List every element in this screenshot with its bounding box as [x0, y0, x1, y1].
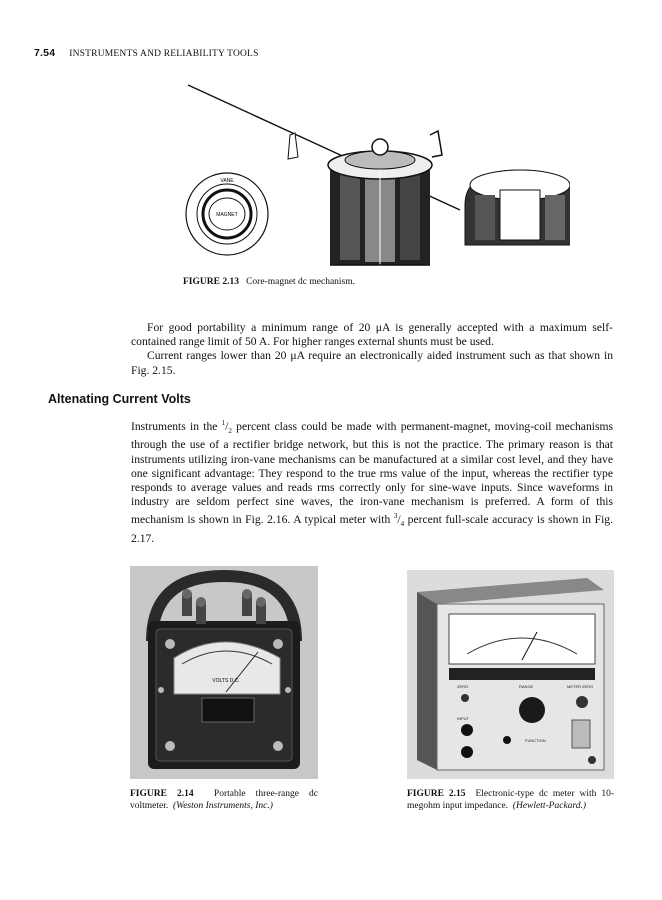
meter-window	[449, 614, 595, 664]
figure-2-14-caption-text: Portable three-range dc voltmeter.	[130, 789, 318, 811]
para3-text-3: percent full-scale accuracy is shown in Fig. 2.17.	[131, 513, 613, 545]
fraction-1-numerator: 1	[221, 419, 226, 427]
nameplate-window	[202, 698, 254, 722]
zero-knob	[461, 694, 469, 702]
function-switch	[572, 720, 590, 748]
page-number: 7.54	[34, 47, 56, 59]
paragraph-ac-volts: Instruments in the $^1/_2$ percent class could be made with permanent-magnet, moving-coil mechanisms through the use of a rectifier bridge network, but this is not the practice. The primary reason is that instruments utilizing iron-vane mechanisms can be manufactured at a similar cost level, and they have one significant advantage: They respond to the true rms value of the input, whereas the rectifier type responds to average values and reads rms correctly only for sine-wave inputs. Since waveforms in industry are seldom perfect sine waves, the iron-vane mechanism is preferred. A form of this mechanism is shown in Fig. 2.16. A typical meter with $^3/_4$ percent full-scale accuracy is shown in Fig. 2.17.	[131, 419, 613, 545]
paragraph-current-ranges: Current ranges lower than 20 μA require an electronically aided instrument such as that shown in Fig. 2.15.	[131, 349, 613, 377]
figure-2-13-label: FIGURE 2.13	[183, 277, 239, 287]
figure-2-14-photo	[130, 566, 318, 779]
figure-2-13-illustration	[180, 75, 570, 275]
dial-label: VOLTS D.C.	[212, 678, 240, 684]
figure-2-15-label: FIGURE 2.15	[407, 789, 466, 799]
figure-2-15-caption	[407, 788, 614, 812]
figure-2-15-caption-text: Electronic-type dc meter with 10-megohm input impedance.	[407, 789, 615, 811]
function-label: FUNCTION	[525, 738, 546, 743]
fraction-2-numerator: 3	[393, 512, 398, 521]
figure-2-14-caption	[130, 788, 318, 812]
input-terminal-2	[461, 746, 473, 758]
body-block-2	[131, 416, 613, 546]
fraction-1-denominator: 2	[228, 427, 232, 436]
function-knob	[503, 736, 511, 744]
vane-magnet-disc	[186, 173, 268, 255]
meter-dial	[174, 642, 280, 694]
body-block-1	[131, 321, 613, 378]
vane-label: VANE	[220, 178, 234, 184]
figure-2-13-caption	[183, 276, 483, 288]
figure-2-15-photo	[407, 570, 614, 779]
meter-zero-knob	[576, 696, 588, 708]
paragraph-portability: For good portability a minimum range of 20 μA is generally accepted with a maximum self-contained range limit of 50 A. For higher ranges external shunts must be used.	[131, 321, 613, 349]
para3-text-1: Instruments in the	[131, 419, 222, 433]
section-heading: Altenating Current Volts	[48, 392, 191, 406]
figure-2-15-credit: (Hewlett-Packard.)	[512, 801, 587, 811]
figure-2-14-label: FIGURE 2.14	[130, 789, 194, 799]
range-selector-knob	[519, 697, 545, 723]
input-terminal-1	[461, 724, 473, 736]
input-label: INPUT	[457, 716, 469, 721]
meter-zero-label: METER ZERO	[567, 684, 594, 689]
running-title: INSTRUMENTS AND RELIABILITY TOOLS	[69, 49, 259, 59]
running-header	[34, 47, 259, 59]
para3-text-2: percent class could be made with permanent-magnet, moving-coil mechanisms through the use of a rectifier bridge network, but this is not the practice. The primary reason is that instruments utilizing iron-vane mechanisms can be manufactured at a similar cost level, and they have one significant advantage: They respond to the true rms value of the input, whereas the rectifier type responds to average values and reads rms correctly only for sine-wave inputs. Since waveforms in industry are seldom perfect sine waves, the iron-vane mechanism is preferred. A form of this mechanism is shown in Fig. 2.16. A typical meter with	[131, 419, 613, 527]
core-magnet-mechanism	[288, 131, 442, 270]
figure-2-14-credit: (Weston Instruments, Inc.)	[173, 801, 273, 811]
zero-label: ZERO	[457, 684, 469, 689]
figure-2-13-caption-text: Core-magnet dc mechanism.	[246, 277, 356, 287]
magnet-label: MAGNET	[216, 212, 238, 218]
fraction-2-denominator: 4	[400, 520, 405, 529]
range-label: RANGE	[519, 684, 534, 689]
core-magnet-block	[465, 170, 570, 245]
